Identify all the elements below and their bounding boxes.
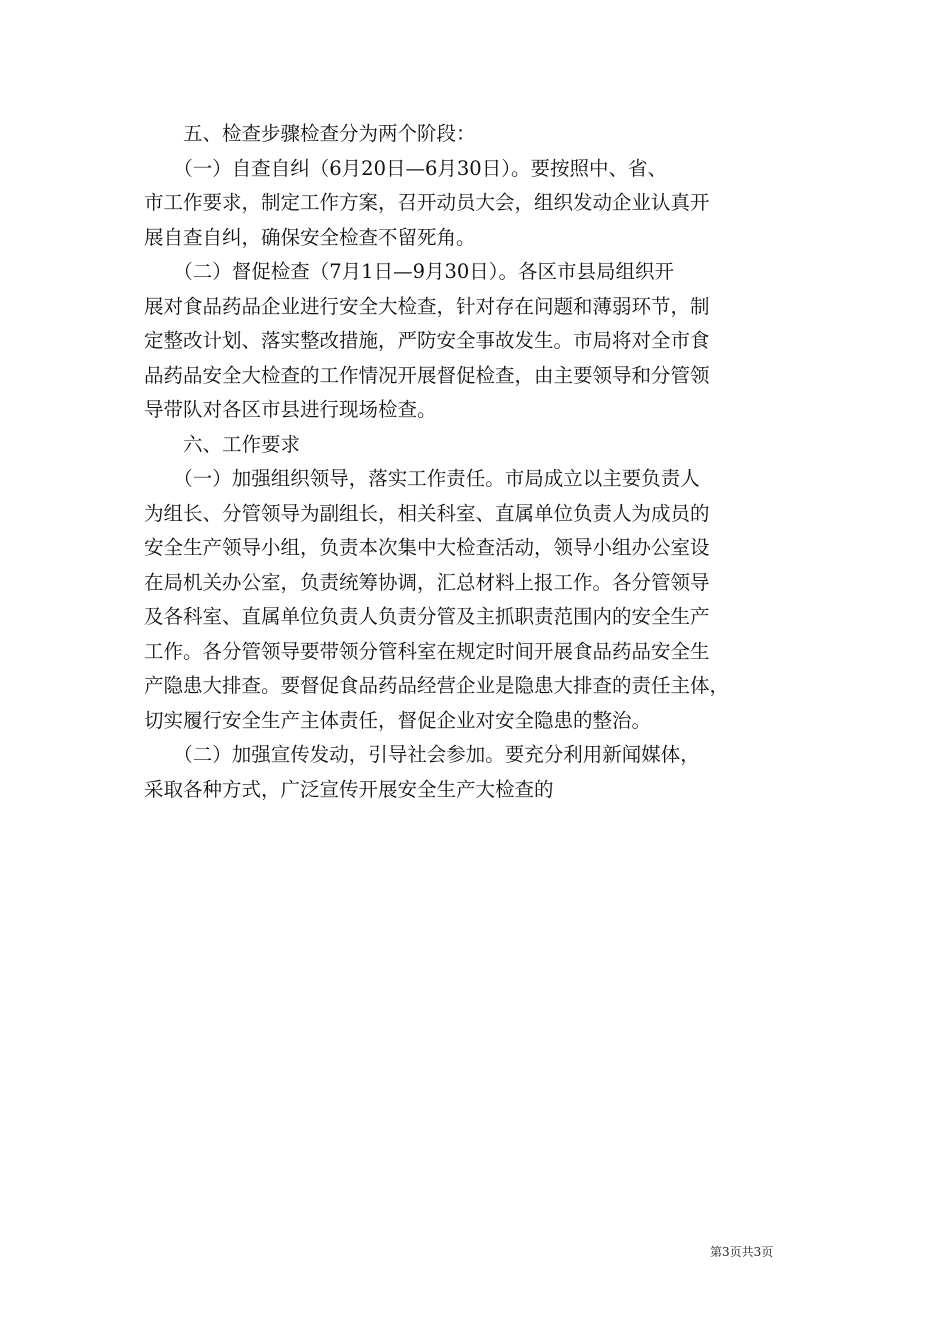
text-line: 为组长、分管领导为副组长，相关科室、直属单位负责人为成员的 (144, 501, 710, 525)
text-line: 切实履行安全生产主体责任，督促企业对安全隐患的整治。 (144, 708, 652, 732)
document-body (144, 117, 820, 807)
text-line: 安全生产领导小组，负责本次集中大检查活动，领导小组办公室设 (144, 536, 710, 559)
text-line: （二）加强宣传发动，引导社会参加。要充分利用新闻媒体， (144, 743, 700, 766)
text-line: 采取各种方式，广泛宣传开展安全生产大检查的 (144, 777, 554, 801)
page-number: 第3页共3页 (710, 1245, 774, 1259)
text-line: 产隐患大排查。要督促食品药品经营企业是隐患大排查的责任主体， (144, 674, 730, 697)
text-line: （二）督促检查（7月1日—9月30日）。各区市县局组织开 (144, 260, 675, 283)
text-line: 市工作要求，制定工作方案，召开动员大会，组织发动企业认真开 (144, 191, 710, 214)
text-line: 导带队对各区市县进行现场检查。 (144, 398, 437, 421)
section-heading: 六、工作要求 (144, 432, 301, 456)
text-line: 定整改计划、落实整改措施，严防安全事故发生。市局将对全市食 (144, 329, 710, 352)
text-line: 展对食品药品企业进行安全大检查，针对存在问题和薄弱环节，制 (144, 294, 710, 318)
text-line: （一）自查自纠（6月20日—6月30日）。要按照中、省、 (144, 156, 667, 180)
text-line: 五、检查步骤检查分为两个阶段： (144, 122, 476, 145)
text-line: 及各科室、直属单位负责人负责分管及主抓职责范围内的安全生产 (144, 605, 710, 628)
text-line: （一）加强组织领导，落实工作责任。市局成立以主要负责人 (144, 467, 700, 490)
text-line: 在局机关办公室，负责统筹协调，汇总材料上报工作。各分管领导 (144, 570, 710, 594)
text-line: 品药品安全大检查的工作情况开展督促检查，由主要领导和分管领 (144, 363, 710, 387)
text-line: 工作。各分管领导要带领分管科室在规定时间开展食品药品安全生 (144, 639, 710, 663)
text-line: 展自查自纠，确保安全检查不留死角。 (144, 225, 476, 249)
